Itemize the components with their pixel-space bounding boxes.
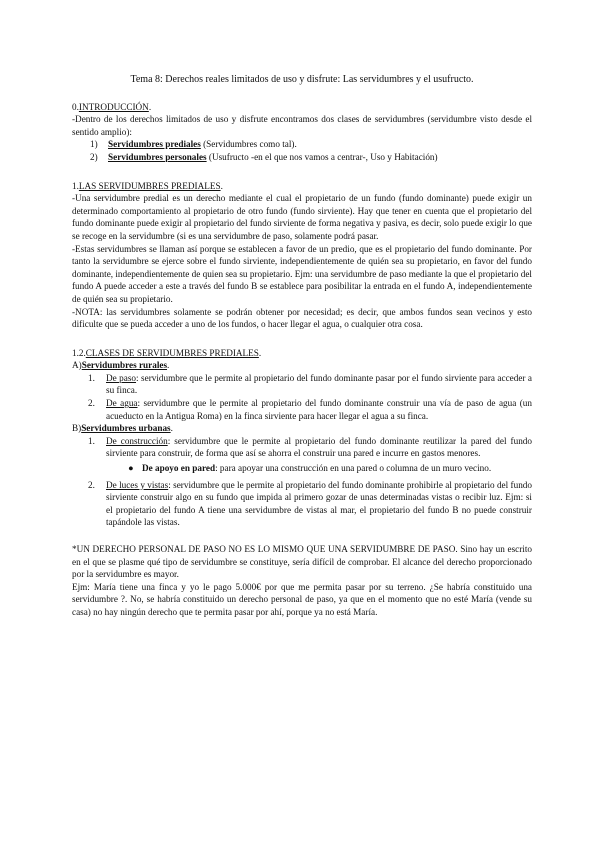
section-1-heading bbox=[72, 180, 532, 193]
list-item bbox=[72, 435, 532, 460]
section-intro-heading bbox=[72, 101, 532, 114]
section-1-paragraph-2: -Estas servidumbres se llaman así porque se establecen a favor de un predio, que es el propietario del fundo dominante. Por tanto la servidumbre se ejerce sobre el fundo sirviente, independientemente de quién sea su propietario, en favor del fundo dominante, independientemente de quien sea su propietario. Ejm: una servidumbre de paso mediante la que el propietario del fundo A puede acceder a este a través del fundo B se establece para posibilitar la entrada en el fundo A, independientemente de quién sea su propietario. bbox=[72, 243, 532, 304]
section-title: CLASES DE SERVIDUMBRES PREDIALES bbox=[85, 347, 259, 358]
list-text: (Usufructo -en el que nos vamos a centrar-, Uso y Habitación) bbox=[206, 151, 438, 162]
group-title: Servidumbres urbanas bbox=[81, 423, 171, 434]
note-paragraph: *UN DERECHO PERSONAL DE PASO NO ES LO MISMO QUE UNA SERVIDUMBRE DE PASO. Sino hay un escrito en el que se plasme qué tipo de servidumbre se constituye, sería difícil de comprobar. El alcance del derecho proporcionado por la servidumbre es mayor. bbox=[72, 544, 532, 580]
bullet-text: : para apoyar una construcción en una pared o columna de un muro vecino. bbox=[215, 463, 492, 474]
list-term: De agua bbox=[106, 398, 138, 409]
list-number: 2. bbox=[88, 398, 95, 409]
group-title: Servidumbres rurales bbox=[81, 360, 168, 371]
list-item bbox=[72, 372, 532, 397]
document-page bbox=[72, 74, 532, 619]
list-text: : servidumbre que le permite al propietario del fundo dominante construir una vía de paso de agua (un acueducto en la Antigua Roma) en la finca sirviente para hacer llegar el agua a su finca. bbox=[106, 398, 532, 421]
sub-bullet-list bbox=[72, 462, 532, 475]
heading-dot: . bbox=[220, 180, 223, 191]
list-term: Servidumbres personales bbox=[108, 151, 207, 162]
list-number: 1. bbox=[88, 435, 95, 446]
group-b-heading bbox=[72, 422, 532, 435]
list-item bbox=[72, 479, 532, 529]
heading-dot: . bbox=[258, 347, 262, 358]
section-1-2-heading bbox=[72, 347, 532, 360]
list-item bbox=[72, 138, 532, 151]
list-item bbox=[72, 151, 532, 164]
heading-dot: . bbox=[148, 101, 152, 112]
list-term: De paso bbox=[106, 372, 137, 383]
section-number: 0. bbox=[72, 101, 79, 112]
group-dot: . bbox=[167, 360, 170, 371]
group-label: A) bbox=[72, 360, 82, 371]
section-1-note: -NOTA: las servidumbres solamente se podrán obtener por necesidad; es decir, que ambos fundos sean vecinos y esto dificulte que se pueda acceder a uno de los fundos, o hacer llegar el agua, o cualquier otra cosa. bbox=[72, 306, 532, 330]
urban-list-cont bbox=[72, 479, 532, 529]
group-label: B) bbox=[72, 423, 82, 434]
intro-list bbox=[72, 138, 532, 163]
bullet-icon: ● bbox=[128, 463, 134, 474]
group-a-heading bbox=[72, 359, 532, 372]
urban-list bbox=[72, 435, 532, 460]
section-number: 1.2. bbox=[72, 347, 86, 358]
list-number: 2) bbox=[90, 151, 98, 162]
list-number: 1) bbox=[90, 139, 98, 150]
list-number: 1. bbox=[88, 372, 95, 383]
list-item bbox=[72, 397, 532, 422]
list-term: De construcción bbox=[106, 435, 168, 446]
example-paragraph: Ejm: María tiene una finca y yo le pago 5.000€ por que me permita pasar por su terreno. ¿Se habría constituido una servidumbre ?. No, se habría constituido un derecho personal de paso, ya que en el momento que no esté María (vende su casa) no hay ningún derecho que te permita pasar por ahí, porque ya no está María. bbox=[72, 581, 532, 617]
section-title: LAS SERVIDUMBRES PREDIALES bbox=[78, 180, 221, 191]
section-title: INTRODUCCIÓN bbox=[78, 101, 149, 112]
rural-list bbox=[72, 372, 532, 422]
list-term: De luces y vistas bbox=[106, 479, 169, 490]
section-1-paragraph-1: -Una servidumbre predial es un derecho mediante el cual el propietario de un fundo (fundo dominante) puede exigir un determinado comportamiento al propietario de otro fundo (fundo sirviente). Hay que tener en cuenta que el propietario del fundo dominante puede exigir al propietario del fundo sirviente de forma negativa y pasiva, es decir, solo puede exigir lo que se recoge en la servidumbre (si es una servidumbre de paso, solamente podrá pasar. bbox=[72, 193, 532, 241]
list-text: (Servidumbres como tal). bbox=[200, 139, 297, 150]
list-text: : servidumbre que le permite al propietario del fundo dominante pasar por el fundo sirviente para acceder a su finca. bbox=[106, 372, 532, 396]
intro-paragraph: -Dentro de los derechos limitados de uso y disfrute encontramos dos clases de servidumbres (servidumbre visto desde el sentido amplio): bbox=[72, 114, 532, 137]
list-term: Servidumbres prediales bbox=[108, 139, 201, 150]
group-dot: . bbox=[170, 423, 173, 434]
bullet-item bbox=[72, 462, 532, 475]
list-number: 2. bbox=[88, 479, 95, 490]
document-title: Tema 8: Derechos reales limitados de uso y disfrute: Las servidumbres y el usufructo. bbox=[130, 74, 474, 85]
bullet-term: De apoyo en pared bbox=[142, 463, 216, 474]
list-text: : servidumbre que le permite al propietario del fundo dominante reutilizar la pared del fundo sirviente para construir, de forma que así se ahorra el construir una pared e incurre en gastos menores. bbox=[106, 435, 532, 459]
section-number: 1. bbox=[72, 180, 79, 191]
list-text: : servidumbre que le permite al propietario del fundo dominante prohibirle al propietario del fundo sirviente construir algo en su fundo que impida al primero gozar de unas determinadas vistas o recibir luz. Ejm: si el propietario del fundo A tiene una servidumbre de vistas al mar, el propietario del fundo B no puede construir tapándole las vistas. bbox=[106, 479, 532, 528]
